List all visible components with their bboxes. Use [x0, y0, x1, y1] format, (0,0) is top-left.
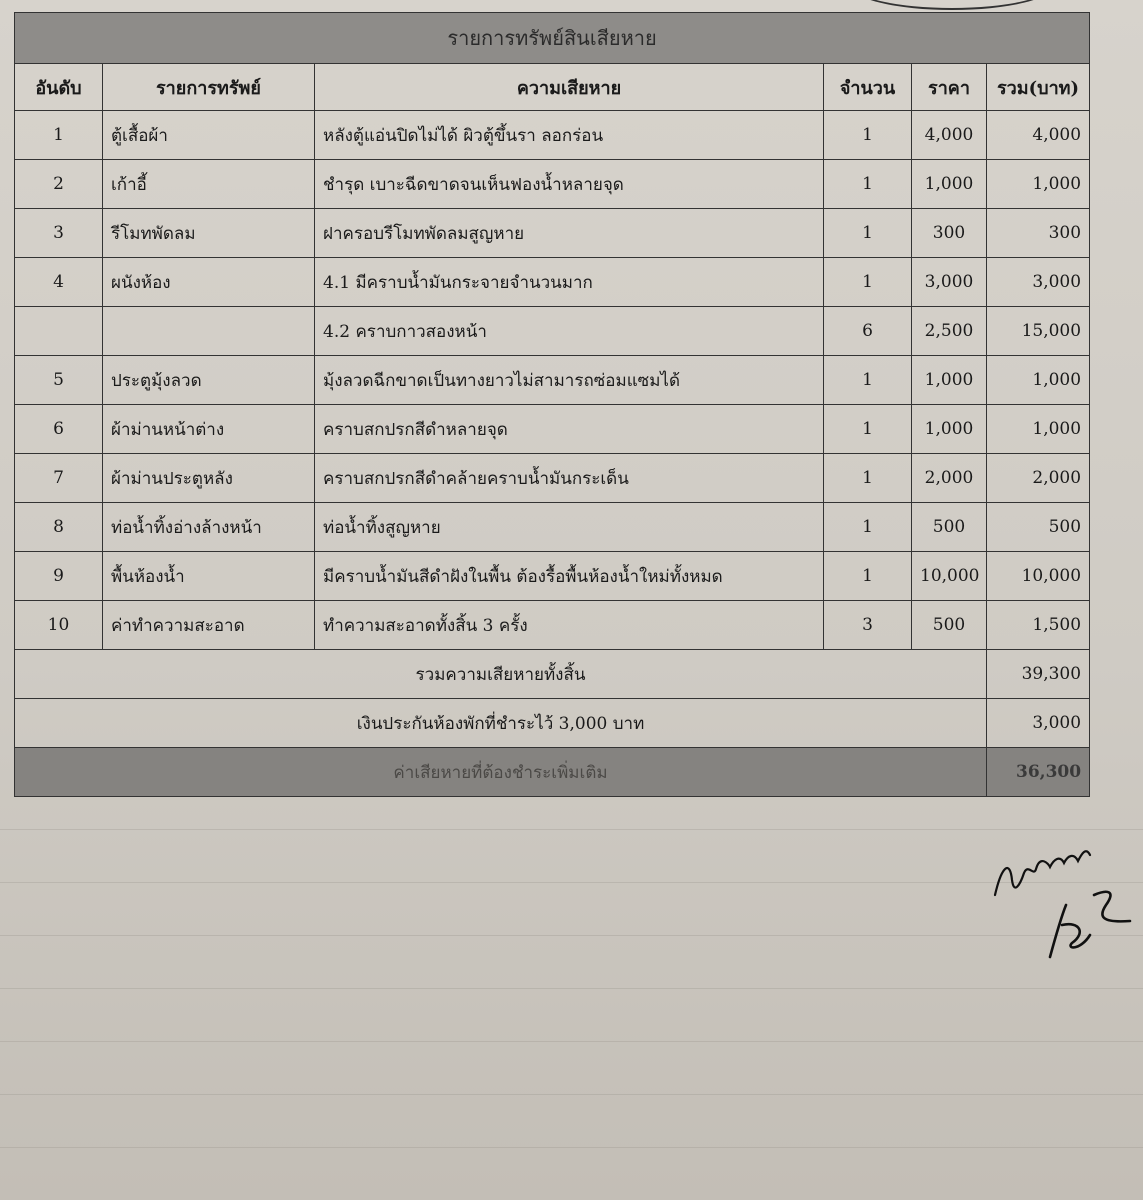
table-row [15, 258, 1090, 307]
row-total: 1,000 [987, 405, 1090, 454]
row-no: 9 [15, 552, 103, 601]
row-total: 1,000 [987, 356, 1090, 405]
row-qty: 1 [824, 552, 912, 601]
row-total: 300 [987, 209, 1090, 258]
row-total: 4,000 [987, 111, 1090, 160]
row-item: เก้าอี้ [103, 160, 315, 209]
row-damage: คราบสกปรกสีดำคล้ายคราบน้ำมันกระเด็น [315, 454, 824, 503]
row-qty: 1 [824, 405, 912, 454]
row-no [15, 307, 103, 356]
row-price: 2,000 [912, 454, 987, 503]
row-damage: ชำรุด เบาะฉีดขาดจนเห็นฟองน้ำหลายจุด [315, 160, 824, 209]
row-total: 500 [987, 503, 1090, 552]
row-no: 3 [15, 209, 103, 258]
row-qty: 1 [824, 258, 912, 307]
row-price: 1,000 [912, 405, 987, 454]
row-damage: ท่อน้ำทิ้งสูญหาย [315, 503, 824, 552]
row-item: ผ้าม่านประตูหลัง [103, 454, 315, 503]
row-total: 1,000 [987, 160, 1090, 209]
table-row [15, 503, 1090, 552]
header-price: ราคา [912, 64, 987, 111]
row-no: 1 [15, 111, 103, 160]
table-row [15, 160, 1090, 209]
table-row [15, 552, 1090, 601]
row-price: 4,000 [912, 111, 987, 160]
row-item: ผนังห้อง [103, 258, 315, 307]
row-price: 2,500 [912, 307, 987, 356]
row-no: 4 [15, 258, 103, 307]
table-row [15, 356, 1090, 405]
table-row [15, 601, 1090, 650]
row-damage: มีคราบน้ำมันสีดำฝังในพื้น ต้องรื้อพื้นห้องน้ำใหม่ทั้งหมด [315, 552, 824, 601]
row-price: 1,000 [912, 356, 987, 405]
row-item: ตู้เสื้อผ้า [103, 111, 315, 160]
row-item: ผ้าม่านหน้าต่าง [103, 405, 315, 454]
row-item: ท่อน้ำทิ้งอ่างล้างหน้า [103, 503, 315, 552]
table-row [15, 454, 1090, 503]
amount-due-value: 36,300 [987, 748, 1090, 797]
row-item: ค่าทำความสะอาด [103, 601, 315, 650]
amount-due-label: ค่าเสียหายที่ต้องชำระเพิ่มเติม [15, 748, 987, 797]
header-damage: ความเสียหาย [315, 64, 824, 111]
row-no: 7 [15, 454, 103, 503]
row-qty: 1 [824, 209, 912, 258]
table-title: รายการทรัพย์สินเสียหาย [15, 13, 1090, 64]
header-total: รวม(บาท) [987, 64, 1090, 111]
row-damage: คราบสกปรกสีดำหลายจุด [315, 405, 824, 454]
table-row [15, 209, 1090, 258]
header-qty: จำนวน [824, 64, 912, 111]
damage-table [14, 12, 1090, 797]
row-no: 2 [15, 160, 103, 209]
row-item [103, 307, 315, 356]
handwritten-signature [990, 825, 1140, 965]
deposit-row [15, 699, 1090, 748]
row-damage: มุ้งลวดฉีกขาดเป็นทางยาวไม่สามารถซ่อมแซมได้ [315, 356, 824, 405]
header-no: อันดับ [15, 64, 103, 111]
total-label: รวมความเสียหายทั้งสิ้น [15, 650, 987, 699]
header-item: รายการทรัพย์ [103, 64, 315, 111]
row-no: 6 [15, 405, 103, 454]
total-row [15, 650, 1090, 699]
table-row [15, 405, 1090, 454]
row-damage: 4.1 มีคราบน้ำมันกระจายจำนวนมาก [315, 258, 824, 307]
row-price: 3,000 [912, 258, 987, 307]
row-price: 1,000 [912, 160, 987, 209]
row-qty: 6 [824, 307, 912, 356]
table-row [15, 307, 1090, 356]
row-no: 5 [15, 356, 103, 405]
row-total: 3,000 [987, 258, 1090, 307]
row-qty: 1 [824, 356, 912, 405]
row-damage: หลังตู้แอ่นปิดไม่ได้ ผิวตู้ขึ้นรา ลอกร่อน [315, 111, 824, 160]
row-no: 10 [15, 601, 103, 650]
row-total: 15,000 [987, 307, 1090, 356]
row-qty: 1 [824, 111, 912, 160]
row-qty: 1 [824, 160, 912, 209]
row-item: รีโมทพัดลม [103, 209, 315, 258]
row-total: 10,000 [987, 552, 1090, 601]
total-value: 39,300 [987, 650, 1090, 699]
table-title-row [15, 13, 1090, 64]
row-item: ประตูมุ้งลวด [103, 356, 315, 405]
bleed-through-lines [0, 800, 1143, 1200]
row-qty: 1 [824, 503, 912, 552]
stamp-oval [850, 0, 1054, 10]
row-total: 2,000 [987, 454, 1090, 503]
row-damage: ฝาครอบรีโมทพัดลมสูญหาย [315, 209, 824, 258]
row-damage: ทำความสะอาดทั้งสิ้น 3 ครั้ง [315, 601, 824, 650]
row-item: พื้นห้องน้ำ [103, 552, 315, 601]
row-damage: 4.2 คราบกาวสองหน้า [315, 307, 824, 356]
row-total: 1,500 [987, 601, 1090, 650]
row-no: 8 [15, 503, 103, 552]
row-price: 300 [912, 209, 987, 258]
row-price: 500 [912, 503, 987, 552]
table-row [15, 111, 1090, 160]
deposit-label: เงินประกันห้องพักที่ชำระไว้ 3,000 บาท [15, 699, 987, 748]
row-qty: 3 [824, 601, 912, 650]
row-price: 500 [912, 601, 987, 650]
table-header-row [15, 64, 1090, 111]
row-price: 10,000 [912, 552, 987, 601]
row-qty: 1 [824, 454, 912, 503]
deposit-value: 3,000 [987, 699, 1090, 748]
amount-due-row [15, 748, 1090, 797]
